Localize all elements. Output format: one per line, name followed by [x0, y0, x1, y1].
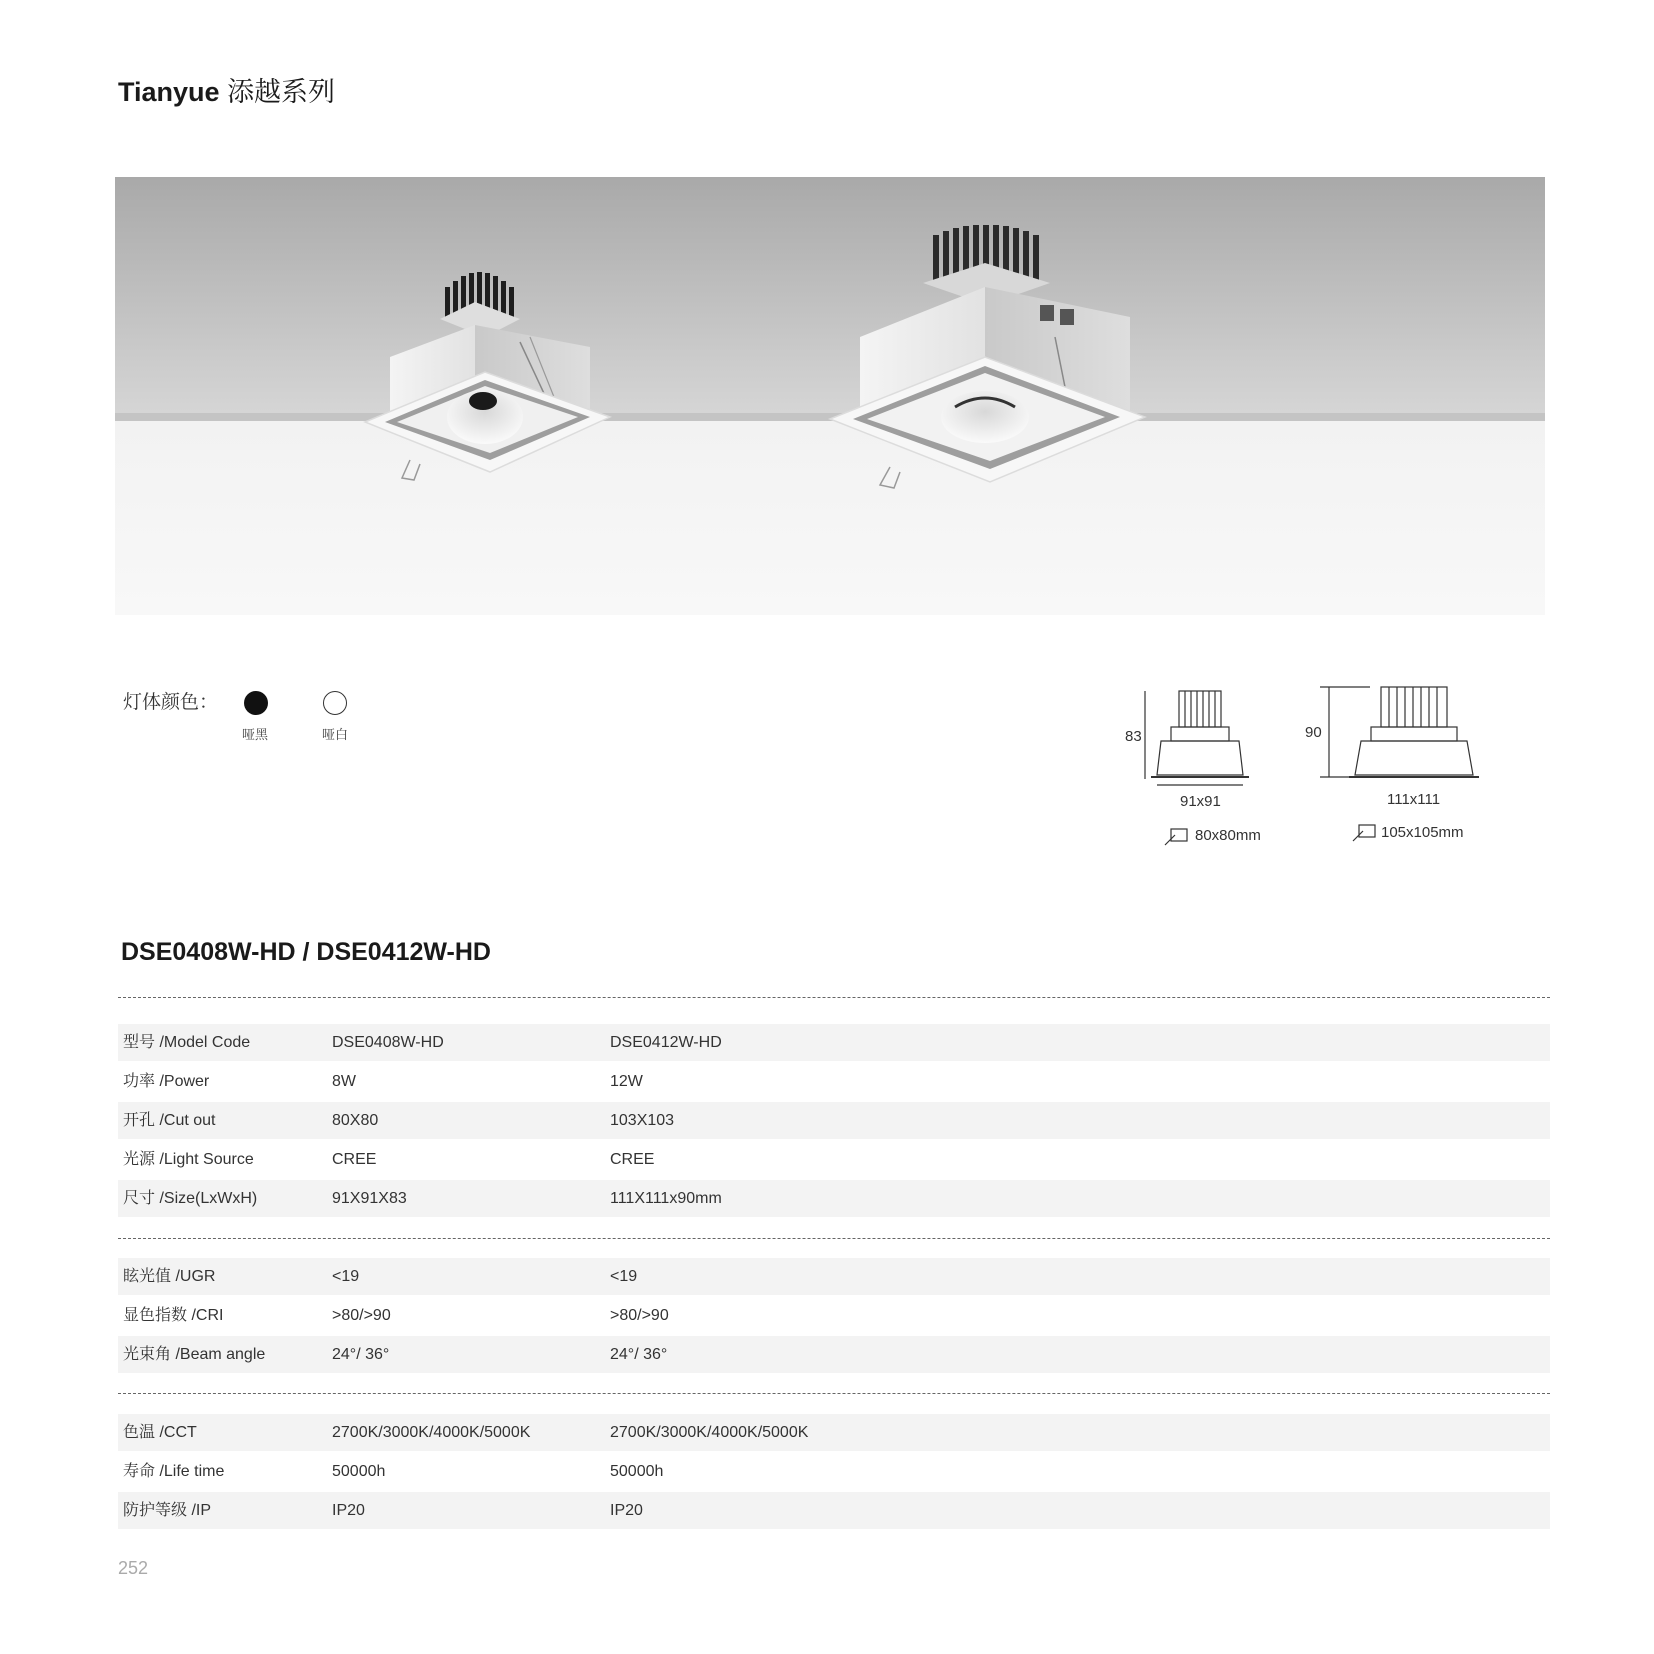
spec-label: 功率 /Power — [123, 1073, 210, 1090]
model-heading: DSE0408W-HD / DSE0412W-HD — [121, 938, 491, 966]
spec-value-a: 50000h — [332, 1463, 386, 1480]
spec-value-b: 24°/ 36° — [610, 1346, 668, 1363]
spec-value-b: 12W — [610, 1073, 643, 1090]
dimension-drawings — [1125, 683, 1485, 853]
spec-value-b: 50000h — [610, 1463, 664, 1480]
divider — [118, 997, 1550, 998]
divider — [118, 1238, 1550, 1239]
small-dimension-drawing — [1145, 691, 1249, 845]
spec-value-b: 103X103 — [610, 1112, 675, 1129]
spec-value-b: <19 — [610, 1268, 638, 1285]
spec-value-a: CREE — [332, 1151, 377, 1168]
divider — [118, 1393, 1550, 1394]
spec-label: 眩光值 /UGR — [123, 1268, 216, 1285]
spec-row-life-time — [118, 1453, 1550, 1490]
body-color-label: 灯体颜色： — [123, 692, 219, 713]
spec-label: 防护等级 /IP — [123, 1502, 212, 1519]
matte-black-swatch — [244, 691, 268, 715]
spec-value-a: 91X91X83 — [332, 1190, 407, 1207]
series-title-en: Tianyue — [118, 77, 220, 107]
spec-label: 色温 /CCT — [123, 1424, 197, 1441]
spec-value-a: 24°/ 36° — [332, 1346, 390, 1363]
small-cutout: 80x80mm — [1195, 827, 1261, 844]
spec-row-size — [118, 1180, 1550, 1217]
spec-value-a: DSE0408W-HD — [332, 1034, 444, 1051]
spec-row-cri — [118, 1297, 1550, 1334]
matte-white-label: 哑白 — [322, 727, 349, 742]
series-title-cn: 添越系列 — [227, 77, 336, 107]
spec-value-a: IP20 — [332, 1502, 365, 1519]
spec-row-beam-angle — [118, 1336, 1550, 1373]
spec-row-cct — [118, 1414, 1550, 1451]
large-dimension-drawing — [1320, 687, 1479, 841]
spec-value-b: 111X111x90mm — [610, 1190, 722, 1207]
spec-value-a: >80/>90 — [332, 1307, 391, 1324]
spec-value-b: DSE0412W-HD — [610, 1034, 722, 1051]
matte-black-label: 哑黑 — [242, 727, 269, 742]
spec-value-b: 2700K/3000K/4000K/5000K — [610, 1424, 809, 1441]
spec-value-b: >80/>90 — [610, 1307, 669, 1324]
large-cutout: 105x105mm — [1381, 824, 1464, 841]
spec-value-a: 8W — [332, 1073, 356, 1090]
spec-row-ugr — [118, 1258, 1550, 1295]
large-height: 90 — [1305, 724, 1322, 741]
spec-value-a: 2700K/3000K/4000K/5000K — [332, 1424, 531, 1441]
spec-label: 光束角 /Beam angle — [123, 1346, 266, 1363]
spec-label: 开孔 /Cut out — [123, 1112, 216, 1129]
product-photo — [115, 177, 1545, 615]
large-size: 111x111 — [1387, 791, 1441, 808]
spec-label: 尺寸 /Size(LxWxH) — [123, 1190, 258, 1207]
spec-row-light-source — [118, 1141, 1550, 1178]
spec-label: 光源 /Light Source — [123, 1151, 254, 1168]
spec-row-model-code — [118, 1024, 1550, 1061]
spec-value-a: <19 — [332, 1268, 360, 1285]
series-title — [118, 70, 335, 109]
spec-value-b: IP20 — [610, 1502, 643, 1519]
spec-row-ip — [118, 1492, 1550, 1529]
spec-value-b: CREE — [610, 1151, 655, 1168]
spec-label: 显色指数 /CRI — [123, 1307, 224, 1324]
spec-label: 型号 /Model Code — [123, 1034, 251, 1051]
small-height: 83 — [1125, 728, 1142, 745]
page-number: 252 — [118, 1558, 149, 1578]
matte-white-swatch — [323, 691, 347, 715]
small-size: 91x91 — [1180, 793, 1221, 810]
spec-row-cut-out — [118, 1102, 1550, 1139]
spec-value-a: 80X80 — [332, 1112, 379, 1129]
spec-row-power — [118, 1063, 1550, 1100]
spec-label: 寿命 /Life time — [123, 1463, 225, 1480]
